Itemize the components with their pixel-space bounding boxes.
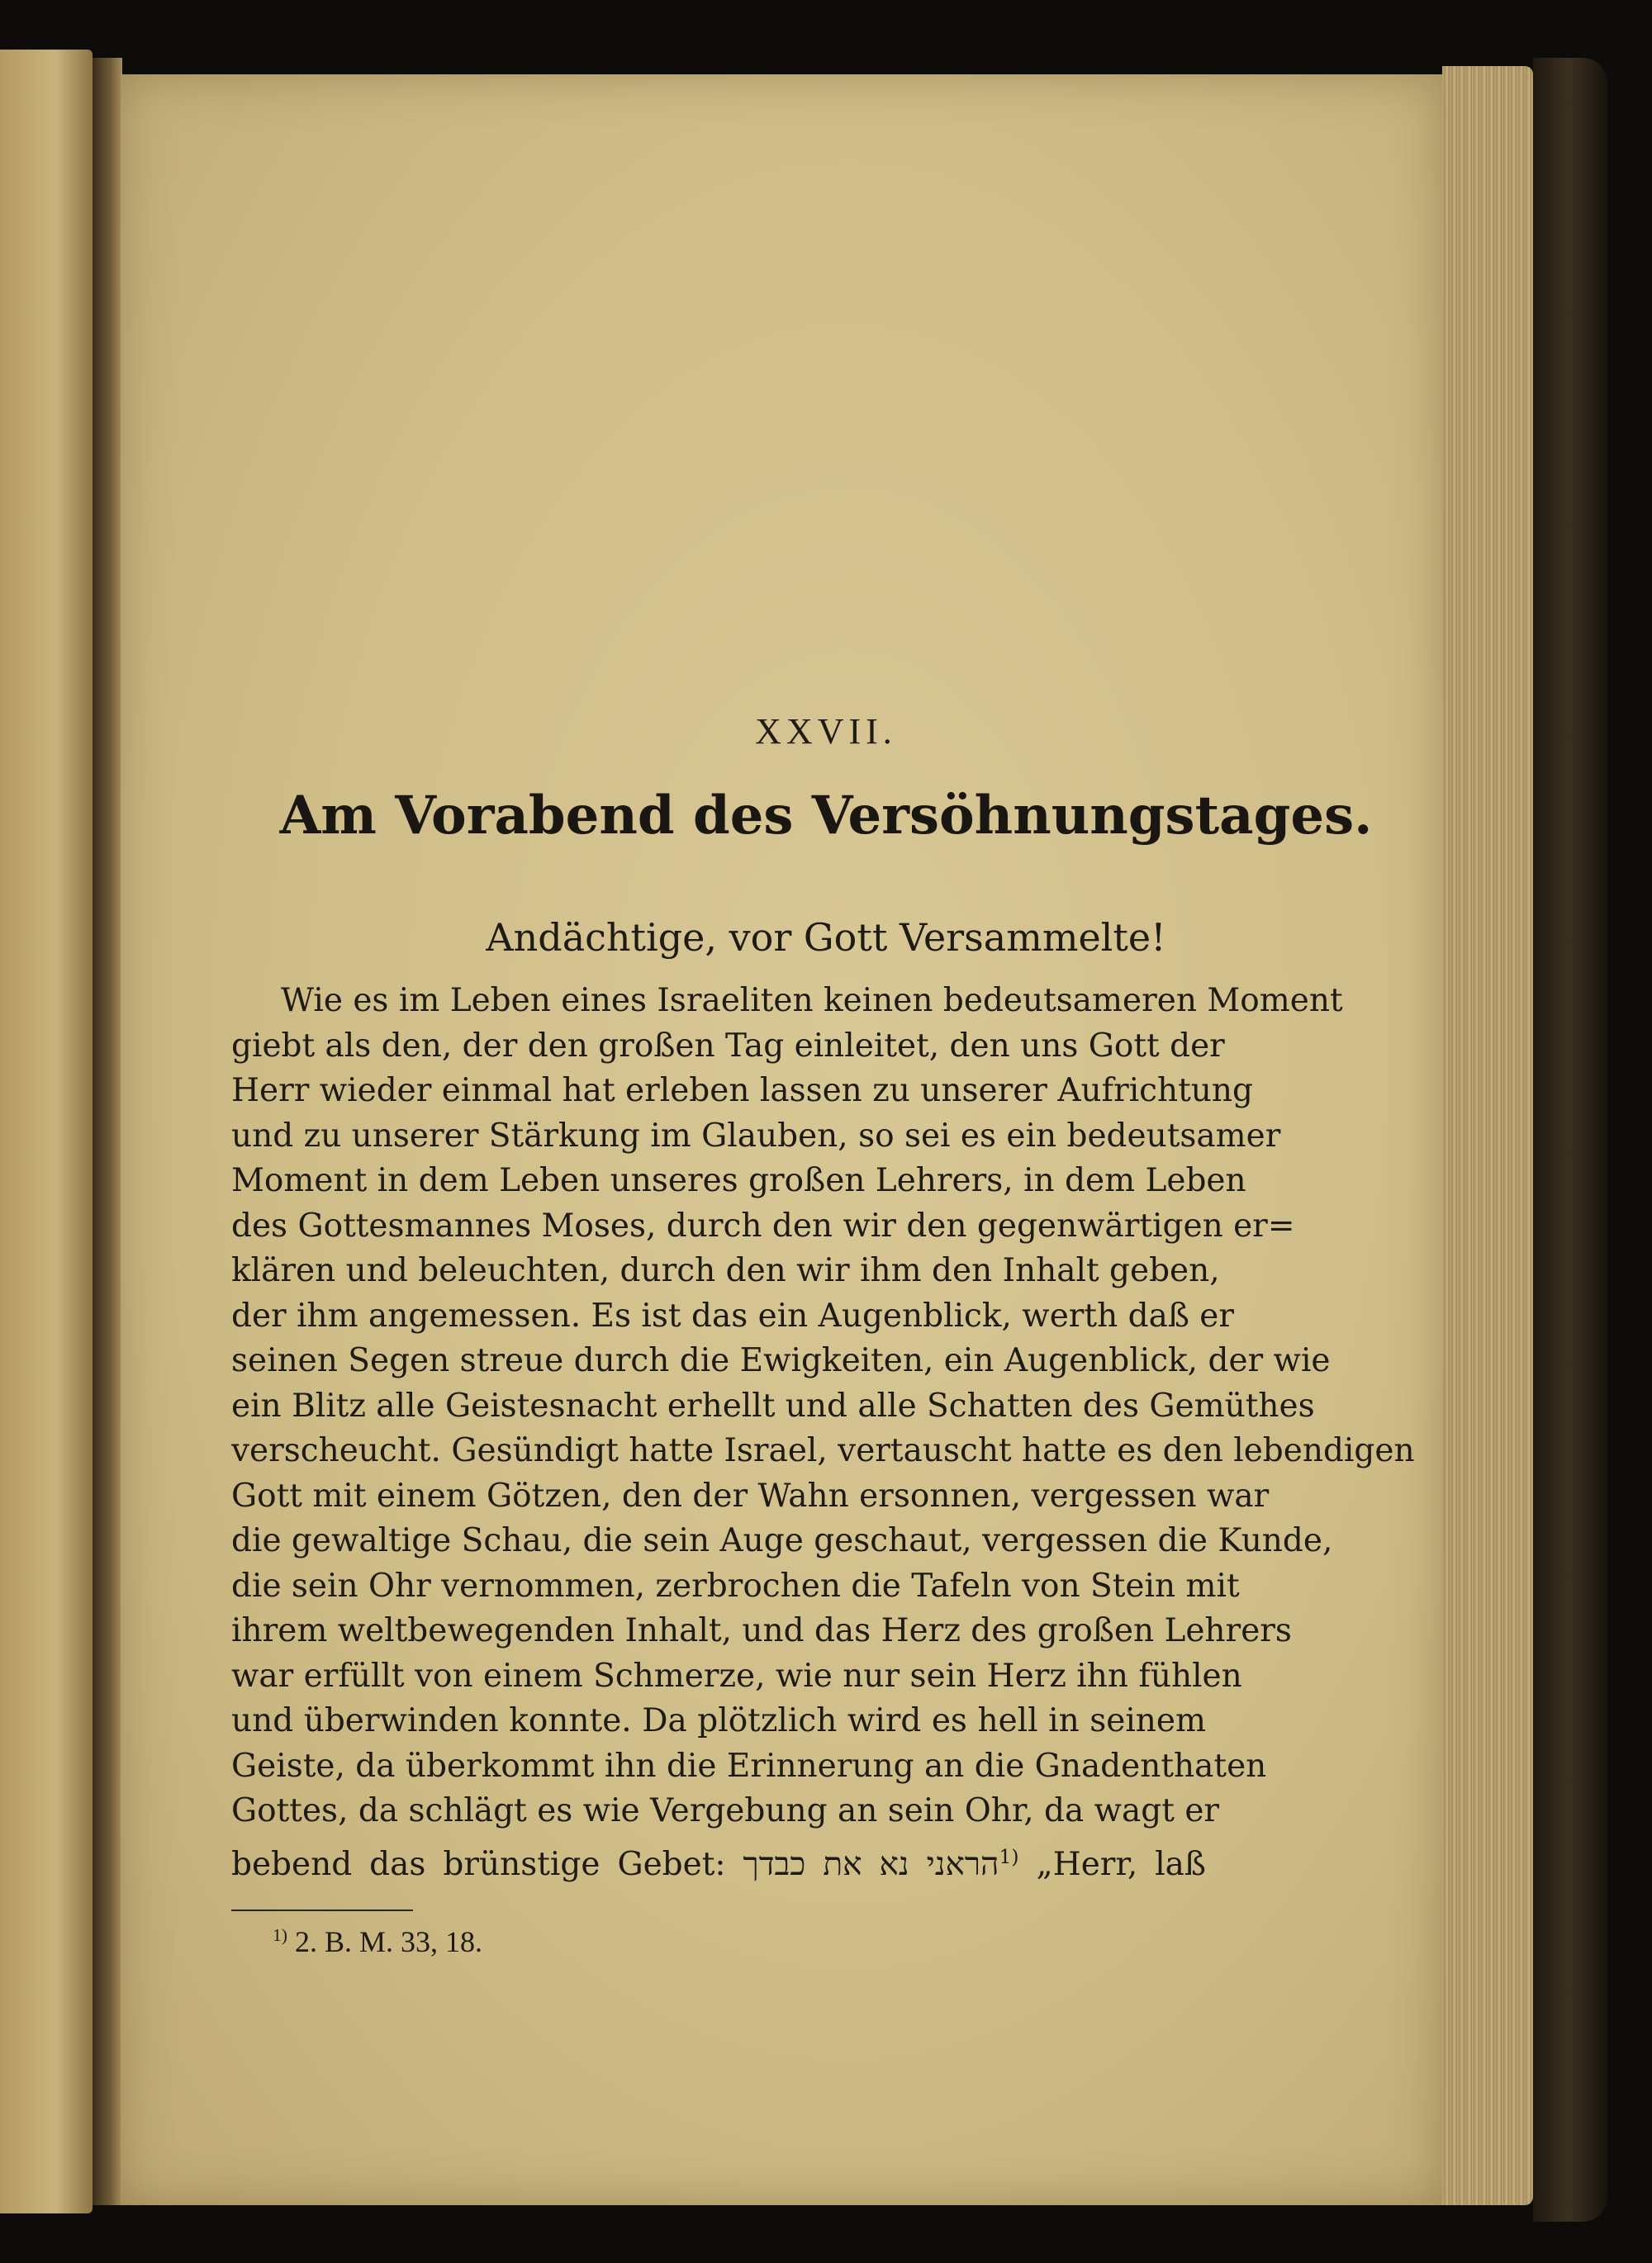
text-line: seinen Segen streue durch die Ewigkeiten, ein Augenblick, der wie <box>231 1342 1331 1379</box>
chapter-title: Am Vorabend des Versöhnungstages. <box>279 785 1373 847</box>
text-line: Herr wieder einmal hat erleben lassen zu unserer Aufrichtung <box>231 1072 1254 1109</box>
text-line: Geiste, da überkommt ihn die Erinnerung an die Gnadenthaten <box>231 1747 1267 1785</box>
text-line: verscheucht. Gesündigt hatte Israel, vertauscht hatte es den lebendigen <box>231 1432 1415 1469</box>
book-cover <box>1533 58 1607 2222</box>
text-line: die gewaltige Schau, die sein Auge geschaut, vergessen die Kunde, <box>231 1522 1333 1559</box>
chapter-number: XXVII. <box>755 711 897 752</box>
left-page-edge <box>0 50 93 2213</box>
text-line: der ihm angemessen. Es ist das ein Augenblick, werth daß er <box>231 1297 1234 1335</box>
salutation: Andächtige, vor Gott Versammelte! <box>486 915 1166 960</box>
last-line-text-after: „Herr, laß <box>1036 1845 1206 1883</box>
text-line: und zu unserer Stärkung im Glauben, so sei es ein bedeutsamer <box>231 1117 1281 1155</box>
footnote-divider <box>231 1910 413 1911</box>
text-line: Gottes, da schlägt es wie Vergebung an sein Ohr, da wagt er <box>231 1792 1220 1829</box>
text-line: Wie es im Leben eines Israeliten keinen bedeutsameren Moment <box>281 982 1343 1019</box>
text-line: und überwinden konnte. Da plötzlich wird es hell in seinem <box>231 1702 1206 1739</box>
text-line: war erfüllt von einem Schmerze, wie nur sein Herz ihn fühlen <box>231 1657 1242 1695</box>
footnote-ref: 1) <box>999 1844 1019 1868</box>
hebrew-quote: הראני נא את כבדך <box>743 1845 999 1883</box>
text-line: die sein Ohr vernommen, zerbrochen die Tafeln von Stein mit <box>231 1567 1240 1605</box>
footnote-marker: 1) <box>273 1925 287 1945</box>
text-line: des Gottesmannes Moses, durch den wir den gegenwärtigen er= <box>231 1207 1295 1245</box>
last-line-text-before: bebend das brünstige Gebet: <box>231 1845 726 1883</box>
text-line-last <box>231 1834 1206 1888</box>
text-line: Moment in dem Leben unseres großen Lehrers, in dem Leben <box>231 1162 1246 1199</box>
page-edges <box>1442 66 1533 2205</box>
text-line: ihrem weltbewegenden Inhalt, und das Herz des großen Lehrers <box>231 1612 1292 1649</box>
text-line: klären und beleuchten, durch den wir ihm den Inhalt geben, <box>231 1252 1220 1289</box>
footnote <box>273 1924 482 1959</box>
footnote-text: 2. B. M. 33, 18. <box>295 1925 483 1958</box>
text-line: ein Blitz alle Geistesnacht erhellt und alle Schatten des Gemüthes <box>231 1387 1315 1425</box>
body-text <box>231 979 1415 1887</box>
text-line: giebt als den, der den großen Tag einleitet, den uns Gott der <box>231 1027 1225 1065</box>
text-line: Gott mit einem Götzen, den der Wahn ersonnen, vergessen war <box>231 1477 1270 1515</box>
book-gutter <box>93 58 122 2205</box>
